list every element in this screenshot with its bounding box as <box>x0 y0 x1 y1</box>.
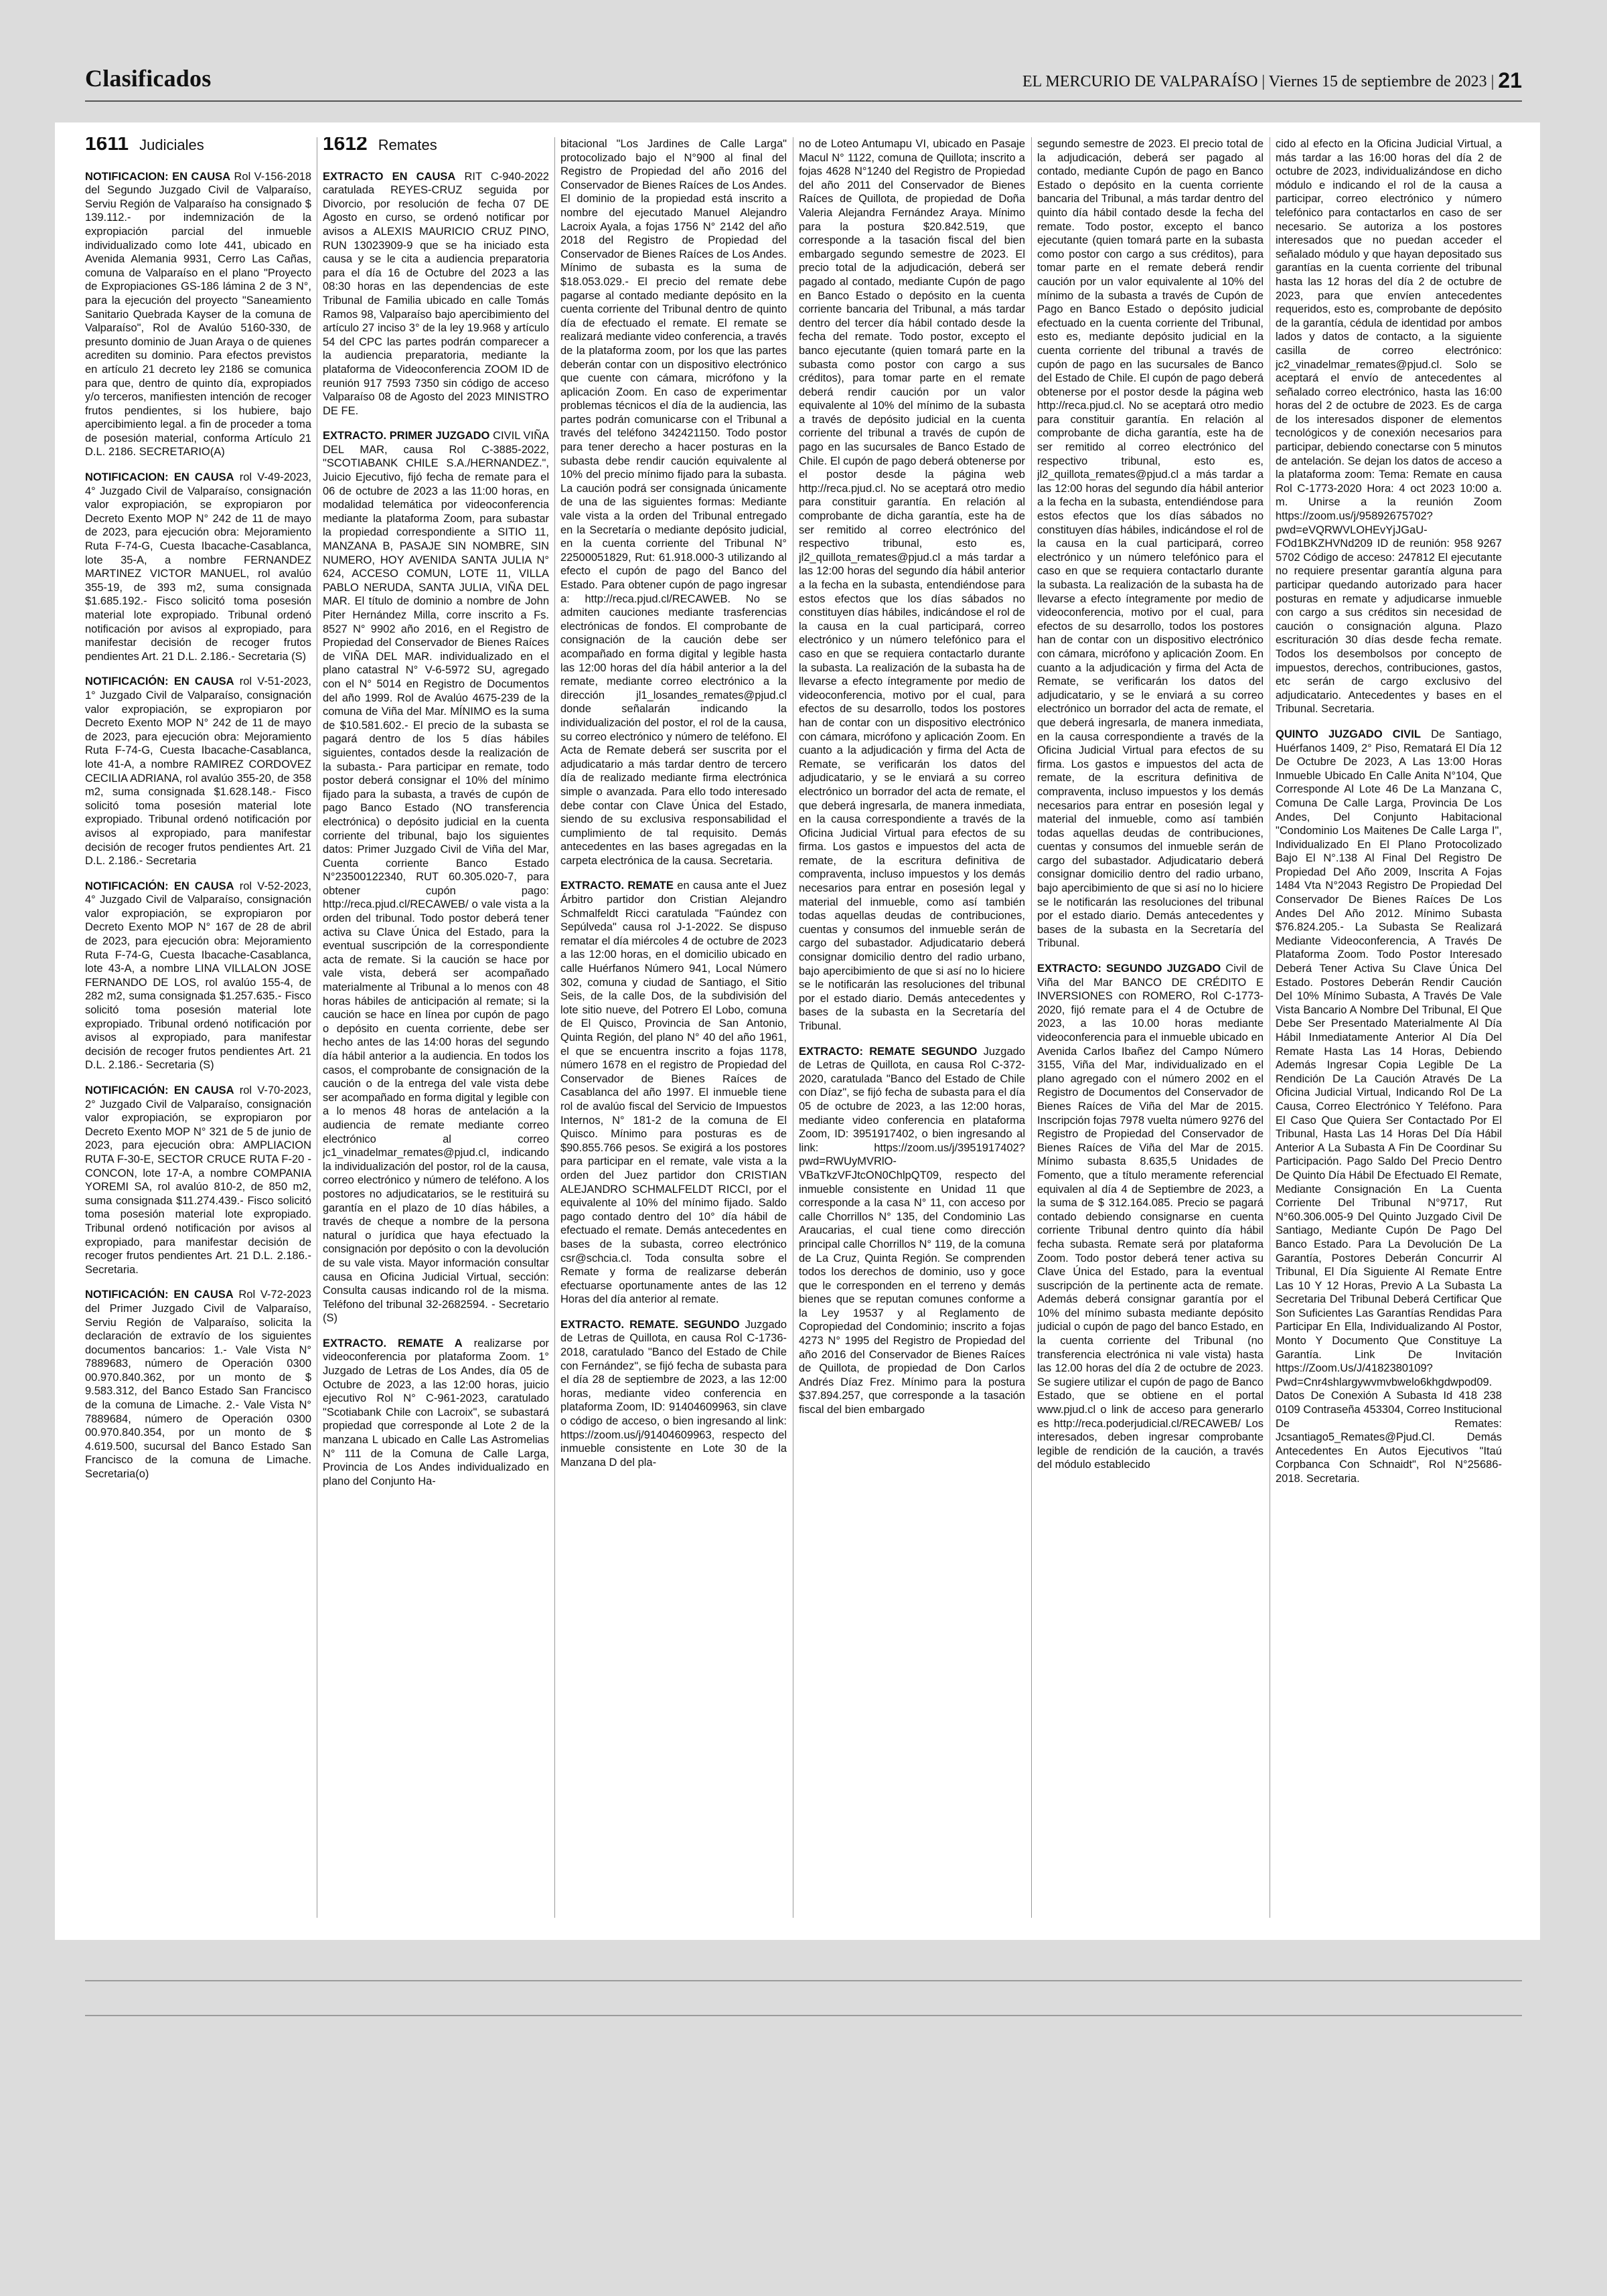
classified-notice <box>1276 728 1502 1486</box>
notice-lead: EXTRACTO. PRIMER JUZGADO <box>323 430 490 442</box>
classified-notice <box>323 1337 549 1489</box>
classified-notice <box>1276 137 1502 716</box>
notice-body: Rol V-72-2023 del Primer Juzgado Civil de Valparaíso, Serviu Región de Valparaíso, solicita la declaración de extravío de los siguientes documentos bancarios: 1.- Vale Vista N° 7889683, número de Operación 0300 00.970.840.362, por un monto de $ 9.583.312, del Banco Estado San Francisco de la comuna de Limache. 2.- Vale Vista N° 7889684, número de Operación 0300 00.970.840.354, por un monto de $ 4.619.500, sucursal del Banco Estado San Francisco de la comuna de Limache. Secretaria(o) <box>85 1289 311 1481</box>
column-heading <box>323 137 549 153</box>
notice-body: no de Loteo Antumapu VI, ubicado en Pasaje Macul N° 1122, comuna de Quillota; inscrito a fojas 4628 N°1240 del Registro de Propiedad del año 2011 del Conservador de Bienes Raíces de Quillota, de propiedad de Doña Valeria Alejandra Fernández Araya. Mínimo para la postura $20.842.519, que corresponde a la tasación fiscal del bien embargado segundo semestre de 2023. El precio total de la adjudicación, deberá ser pagado al contado, mediante Cupón de pago en Banco Estado o depósito en la cuenta corriente bancaria del Tribunal, a más tardar dentro del tercer día hábil contado desde la fecha del remate. Todo postor, excepto el banco ejecutante (quien tomará parte en la subasta como postor con cargo a sus créditos), para tomar parte en el remate deberá rendir caución por un valor equivalente al 10% del mínimo de la subasta a través de depósito judicial en la cuenta corriente del tribunal a través de cupón de pago en las sucursales de Banco Estado de Chile. El cupón de pago deberá obtenerse por el postor desde la página web http://reca.pjud.cl. No se aceptará otro medio para constituir garantía. En relación al comprobante de dicha garantía, este ha de ser remitido al correo electrónico del respectivo tribunal, esto es, jl2_quillota_remates@pjud.cl a más tardar a las 12:00 horas del segundo día hábil anterior a la fecha en la subasta, entendiéndose para estos efectos que los días sábados no constituyen días hábiles, indicándose el rol de la causa en la cual participará, correo electrónico y un número telefónico para el caso en que se requiera contactarlo durante la subasta. La realización de la subasta ha de llevarse a efecto íntegramente por medio de videoconferencia, motivo por el cual, para efectos de su desarrollo, todos los postores han de contar con un dispositivo electrónico con cámara, micrófono y aplicación Zoom. En cuanto a la adjudicación y firma del Acta de Remate, se verificarán los datos del adjudicatario, y se le enviará a su correo electrónico un borrador del acta de remate, el que deberá ingresarla, de manera inmediata, en la causa correspondiente a través de la Oficina Judicial Virtual para efectos de su firma. Los gastos e impuestos del acta de remate, de la escritura definitiva de compraventa, incluso impuestos y los demás necesarios para entrar en posesión legal y material del inmueble, como así también todas aquellas deudas de contribuciones, cuentas y consumos del inmueble serán de cargo del subastador. Adjudicatario deberá consignar domicilio dentro del radio urbano, bajo apercibimiento de que si así no lo hiciere se le notificarán las resoluciones del tribunal por el estado diario. Demás antecedentes y bases de la subasta en la Secretaría del Tribunal. <box>799 138 1025 1032</box>
classified-notice <box>323 429 549 1325</box>
header-rule <box>85 100 1522 102</box>
notice-lead: QUINTO JUZGADO CIVIL <box>1276 728 1421 740</box>
notice-lead: NOTIFICACION: EN CAUSA <box>85 471 234 484</box>
classified-notice <box>799 1045 1025 1417</box>
notice-body: Civil de Viña del Mar BANCO DE CRÉDITO E INVERSIONES con ROMERO, Rol C-1773-2020, fijó remate para el 4 de Octubre de 2023, a las 10.00 horas mediante videoconferencia para el inmueble ubicado en Avenida Carlos Ibañez del Campo Número 3155, Viña del Mar, individualizado en el plano agregado con el número 2002 en el Registro de Documentos del Conservador de Bienes Raíces de Viña del Mar de 2015. Inscripción fojas 7978 vuelta número 9276 del Registro de Propiedad del Conservador de Bienes Raíces de Viña del Mar de 2015. Mínimo subasta 8.635,5 Unidades de Fomento, que a título meramente referencial equivalen al día 4 de Septiembre de 2023, a la suma de $ 312.164.085. Precio se pagará contado debiendo consignarse en cuenta corriente Tribunal dentro quinto día hábil fecha subasta. Remate será por plataforma Zoom. Todo postor deberá tener activa su Clave Única del Estado, para la eventual suscripción de la pertinente acta de remate. Además deberá consignar garantía por el 10% del mínimo subasta mediante depósito judicial o cupón de pago del banco Estado, en la cuenta corriente del Tribunal (no transferencia electrónica ni vale vista) hasta las 12.00 horas del día 2 de octubre de 2023. Se sugiere utilizar el cupón de pago de Banco Estado, que se obtiene en el portal www.pjud.cl o link de acceso para generarlo es http://reca.poderjudicial.cl/RECAWEB/ Los interesados, deben ingresar comprobante legible de rendición de la caución, a través del módulo establecido <box>1037 963 1264 1471</box>
notice-body: en causa ante el Juez Árbitro partidor don Cristian Alejandro Schmalfeldt Ricci caratulada "Faúndez con Sepúlveda" causa rol J-1-2022. Se dispuso rematar el día miércoles 4 de octubre de 2023 a las 12:00 horas, en el domicilio ubicado en calle Huérfanos Número 941, Local Número 302, comuna y ciudad de Santiago, el Sitio Seis, de la calle Dos, de la subdivisión del lote sitio nueve, del Potrero El Lobo, comuna de El Quisco, Provincia de San Antonio, Quinta Región, del plano N° 40 del año 1961, el que se encuentra inscrito a fojas 1178, número 1678 en el registro de Propiedad del Conservador de Bienes Raíces de Casablanca del año 1997. El inmueble tiene rol de avalúo fiscal del Servicio de Impuestos Internos, N° 181-2 de la comuna de El Quisco. Mínimo para posturas es de $90.855.766 pesos. Se exigirá a los postores para participar en el remate, vale vista a la orden del Juez partidor don CRISTIAN ALEJANDRO SCHMALFELDT RICCI, por el equivalente al 10% del mínimo fijado. Saldo pago contado dentro del 10° día hábil de efectuado el remate. Demás antecedentes en bases de la subasta, correo electrónico csr@schcia.cl. Toda consulta sobre el Remate y forma de realizarse deberán efectuarse oportunamente antes de las 12 Horas del día anterior al remate. <box>560 880 787 1306</box>
classified-column <box>323 137 549 1931</box>
notice-body: rol V-51-2023, 1° Juzgado Civil de Valparaíso, consignación valor expropiación, se expropiaron por Decreto Exento MOP N° 242 de 11 de mayo de 2023, para ejecución obra: Mejoramiento Ruta F-74-G, Cuesta Ibacache-Casablanca, lote 41-A, a nombre RAMIREZ CORDOVEZ CECILIA ADRIANA, rol avalúo 355-20, de 358 m2, suma consignada $1.628.148.- Fisco solicitó toma posesión material lote expropiado. Tribunal ordenó notificación por avisos al expropiado, para manifestar decisión de recoger frutos pendientes Art. 21 D.L. 2.186.- Secretaria <box>85 675 311 868</box>
notice-body: segundo semestre de 2023. El precio total de la adjudicación, deberá ser pagado al contado, mediante Cupón de pago en Banco Estado o depósito en la cuenta corriente bancaria del Tribunal, a más tardar dentro del quinto día hábil contado desde la fecha del remate. Todo postor, excepto el banco ejecutante (quien tomará parte en la subasta como postor con cargo a sus créditos), para tomar parte en el remate deberá rendir caución por un valor equivalente al 10% del mínimo de la subasta a través de Cupón de Pago en Banco Estado o depósito judicial efectuado en la cuenta corriente del Tribunal, esto es, mediante depósito judicial en la cuenta corriente del tribunal a través de cupón de pago en las sucursales de Banco del Estado de Chile. El cupón de pago deberá obtenerse por el postor desde la página web http://reca.pjud.cl. No se aceptará otro medio para constituir garantía. En relación al comprobante de dicha garantía, este ha de ser remitido al correo electrónico del respectivo tribunal, esto es, jl2_quillota_remates@pjud.cl a más tardar a las 12:00 horas del segundo día hábil anterior a la fecha en la subasta, entendiéndose para estos efectos que los días sábados no constituyen días hábiles, indicándose el rol de la causa en la cual participará, correo electrónico y un número telefónico para el caso en que se requiera contactarlo durante la subasta. La realización de la subasta ha de llevarse a efecto íntegramente por medio de videoconferencia, motivo por el cual, para efectos de su desarrollo, todos los postores han de contar con un dispositivo electrónico con cámara, micrófono y aplicación Zoom. En cuanto a la adjudicación y firma del Acta de Remate, se verificarán los datos del adjudicatario, y se le enviará a su correo electrónico un borrador del acta de remate, el que deberá ingresarla, de manera inmediata, en la causa correspondiente a través de la Oficina Judicial Virtual para efectos de su firma. Los gastos e impuestos del acta de remate, de la escritura definitiva de compraventa, incluso impuestos y los demás necesarios para entrar en posesión legal y material del inmueble, como así también todas aquellas deudas de contribuciones, cuentas y consumos del inmueble serán de cargo del subastador. Adjudicatario deberá consignar domicilio dentro del radio urbano, bajo apercibimiento de que si así no lo hiciere se le notificarán las resoluciones del tribunal por el estado diario. Demás antecedentes y bases de la subasta en la Secretaría del Tribunal. <box>1037 138 1264 950</box>
notice-body: Juzgado de Letras de Quillota, en causa Rol C-372-2020, caratulada "Banco del Estado de Chile con Díaz", se fijó fecha de subasta para el día 05 de octubre de 2023, a las 12:00 horas, mediante video conferencia en plataforma Zoom, ID: 3951917402, o bien ingresando al link: https://zoom.us/j/3951917402?pwd=RWUyMVRlO-VBaTkzVFJtcON0ChlpQT09, respecto del inmueble consistente en Unidad 11 que corresponde a la casa N° 11, con acceso por calle Chorrillos N° 135, del Condominio Las Araucarias, el cual tiene como dirección principal calle Chorrillos N° 119, de la comuna de La Cruz, Quinta Región. Se comprenden todos los derechos de dominio, uso y goce que le corresponden en el terreno y demás bienes que se reputan comunes conforme a la Ley 19537 y al Reglamento de Copropiedad del Condominio; inscrito a fojas 4273 N° 1995 del Registro de Propiedad del año 2016 del Conservador de Bienes Raíces de Quillota, de propiedad de Don Carlos Andrés Díaz Frez. Mínimo para la postura $37.894.257, que corresponde a la tasación fiscal del bien embargado <box>799 1045 1025 1416</box>
column-heading <box>85 137 311 153</box>
notice-body: De Santiago, Huérfanos 1409, 2° Piso, Rematará El Día 12 De Octubre De 2023, A Las 13:00 Horas Inmueble Ubicado En Calle Anita N°104, Que Corresponde Al Lote 46 De La Manzana C, Comuna De Calle Larga, Provincia De Los Andes, Del Conjunto Habitacional "Condominio Los Maitenes De Calle Larga I", Individualizado En El Plano Protocolizado Bajo El N°.138 Al Final Del Registro De Propiedad Del Año 2009, Inscrita A Fojas 1484 Vta N°2043 Registro De Propiedad Del Conservador De Bienes Raíces De Los Andes Del Año 2012. Mínimo Subasta $76.824.205.- La Subasta Se Realizará Mediante Videoconferencia, A Través De Plataforma Zoom. Todo Postor Interesado Deberá Tener Activa Su Clave Única Del Estado. Postores Deberán Rendir Caución Del 10% Mínimo Subasta, A Través De Vale Vista Bancario A Nombre Del Tribunal, El Que Debe Ser Presentado Materialmente Al Día Hábil Inmediatamente Anterior Al Día Del Remate Hasta Las 14 Horas, Debiendo Además Ingresar Copia Legible De La Rendición De La Caución Através De La Oficina Judicial Virtual, Indicando Rol De La Causa, Correo Electrónico Y Teléfono. Para El Caso Que Quiera Ser Contactado Por El Tribunal, Hasta Las 14 Horas Del Día Hábil Anterior A La Subasta A Fin De Coordinar Su Participación. Pago Saldo Del Precio Dentro De Quinto Día Hábil De Efectuado El Remate, Mediante Consignación En La Cuenta Corriente Del Tribunal N°9717, Rut N°60.306.005-9 Del Quinto Juzgado Civil De Santiago, Mediante Cupón De Pago Del Banco Estado. Para La Devolución De La Garantía, Postores Deberán Concurrir Al Tribunal, El Día Siguiente Al Remate Entre Las 10 Y 12 Horas, Previo A La Subasta La Secretaria Del Tribunal Deberá Certificar Que Son Suficientes Las Garantías Rendidas Para Participar En Ella, Individualizando Al Postor, Monto Y Documento Que Constituye La Garantía. Link De Invitación https://Zoom.Us/J/4182380109?Pwd=Cnr4shlargywvmvbwelo6khgdwpod09. Datos De Conexión A Subasta Id 418 238 0109 Contraseña 453304, Correo Institucional De Remates: Jcsantiago5_Remates@Pjud.Cl. Demás Antecedentes En Autos Ejecutivos "Itaú Corpbanca Con Schnaidt", Rol N°25686-2018. Secretaria. <box>1276 728 1502 1485</box>
notice-lead: EXTRACTO: SEGUNDO JUZGADO <box>1037 963 1221 975</box>
header-separator: | <box>1490 73 1495 90</box>
classified-notice <box>1037 962 1264 1472</box>
notice-lead: EXTRACTO. REMATE <box>560 880 674 892</box>
notice-body: bitacional "Los Jardines de Calle Larga" protocolizado bajo el N°900 al final del Registro de Propiedad del año 2016 del Conservador de Bienes Raíces de Los Andes. El dominio de la propiedad está inscrito a nombre del ejecutado Manuel Alejandro Lacroix Ayala, a fojas 1756 N° 2142 del año 2018 del Registro de Propiedad del Conservador de Bienes Raíces de Los Andes. Mínimo de subasta es la suma de $18.053.029.- El precio del remate debe pagarse al contado mediante depósito en la cuenta corriente del Tribunal dentro de quinto día de efectuado el remate. El remate se realizará mediante video conferencia, a través de la plataforma zoom, por los que las partes deberán contar con un dispositivo electrónico que cuente con cámara, micrófono y la aplicación Zoom. En caso de experimentar problemas técnicos el día de la audiencia, las partes podrán comunicarse con el Tribunal a través del teléfono 342421150. Todo postor para tener derecho a hacer posturas en la subasta debe rendir caución equivalente al 10% del precio mínimo fijado para la subasta. La caución podrá ser consignada únicamente de una de las siguientes formas: Mediante vale vista a la orden del Tribunal entregado en la Secretaría o mediante depósito judicial, en la cuenta corriente del Tribunal N° 22500051829, Rut: 61.918.000-3 utilizando al efecto el cupón de pago del Banco del Estado. Para obtener cupón de pago ingresar a: http://reca.pjud.cl/RECAWEB. No se admiten cauciones mediante trasferencias electrónicas de fondos. El comprobante de consignación de la caución debe ser acompañado en forma digital y legible hasta las 12:00 horas del día hábil anterior a la del remate, mediante correo electrónico a la dirección jl1_losandes_remates@pjud.cl donde señalarán indicando la individualización del postor, el rol de la causa, su correo electrónico y número de teléfono. El Acta de Remate deberá ser suscrita por el adjudicatario a más tardar dentro de tercero día de realizado mediante firma electrónica simple o avanzada. Para ello todo interesado debe contar con Clave Única del Estado, siendo de su exclusiva responsabilidad el cumplimiento de tal requisito. Demás antecedentes en las bases agregadas en la carpeta electrónica de la causa. Secretaria. <box>560 138 787 867</box>
classified-notice <box>85 170 311 459</box>
classified-notice <box>560 1318 787 1470</box>
classified-column <box>799 137 1025 1931</box>
notice-lead: EXTRACTO: REMATE SEGUNDO <box>799 1045 978 1058</box>
category-title: Remates <box>378 137 437 153</box>
notice-lead: NOTIFICACIÓN: EN CAUSA <box>85 1084 234 1096</box>
classified-column <box>1037 137 1264 1931</box>
classified-notice <box>85 1288 311 1481</box>
notice-lead: NOTIFICACIÓN: EN CAUSA <box>85 675 234 688</box>
notice-body: RIT C-940-2022 caratulada REYES-CRUZ seguida por Divorcio, por resolución de fecha 07 DE Agosto en curso, se ordenó notificar por avisos a ALEXIS MAURICIO CRUZ PINO, RUN 13023909-9 que se ha iniciado esta causa y se le cita a audiencia preparatoria para el día 16 de Octubre del 2023 a las 08:30 horas en las dependencias de este Tribunal de Familia ubicado en calle Tomás Ramos 98, Valparaíso bajo apercibimiento del artículo 27 inciso 3° de la ley 19.968 y artículo 54 del CPC las partes podrán comparecer a la audiencia preparatoria, mediante la plataforma de Videoconferencia ZOOM ID de reunión 917 7593 7350 sin código de acceso Valparaíso 08 de Agosto del 2023 MINISTRO DE FE. <box>323 170 549 417</box>
footer-rule <box>85 2015 1522 2016</box>
header-separator: | <box>1261 73 1266 90</box>
category-title: Judiciales <box>139 137 204 153</box>
classified-notice <box>85 1084 311 1277</box>
notice-body: CIVIL VIÑA DEL MAR, causa Rol C-3885-2022, "SCOTIABANK CHILE S.A./HERNANDEZ.", Juicio Ejecutivo, fijó fecha de remate para el 06 de octubre de 2023 a las 11:00 horas, en modalidad telemática por videoconferencia mediante la plataforma Zoom, para subastar la propiedad correspondiente a SITIO 11, MANZANA B, PASAJE SIN NOMBRE, SIN NUMERO, HOY AVENIDA SANTA JULIA N° 624, ACCESO COMUN, LOTE 11, VILLA PABLO NERUDA, SANTA JULIA, VIÑA DEL MAR. El título de dominio a nombre de John Piter Hernández Milla, corre inscrito a Fs. 8527 N° 9902 año 2016, en el Registro de Propiedad del Conservador de Bienes Raíces de VIÑA DEL MAR. individualizado en el plano catastral N° V-6-5972 SU, agregado con el N° 5014 en Registro de Documentos del año 1999. Rol de Avalúo 4675-239 de la comuna de Viña del Mar. MÍNIMO es la suma de $10.581.602.- El precio de la subasta se pagará dentro de los 5 días hábiles siguientes, contados desde la realización de la subasta.- Para participar en remate, todo postor deberá consignar el 10% del mínimo fijado para la subasta, a través de cupón de pago Banco Estado (NO transferencia electrónica) o depósito judicial en la cuenta corriente del tribunal, bajo los siguientes datos: Primer Juzgado Civil de Viña del Mar, Cuenta corriente Banco Estado N°23500122340, RUT 60.305.020-7, para obtener cupón pago: http://reca.pjud.cl/RECAWEB/ o vale vista a la orden del tribunal. Todo postor deberá tener activa su Clave Única del Estado, para la eventual suscripción de la correspondiente acta de remate. Si la caución se hace por vale vista, deberá ser acompañado materialmente al Tribunal a lo menos con 48 horas hábiles de anticipación al remate; si la caución se hace en línea por cupón de pago o depósito en cuenta corriente, debe ser hecho antes de las 14:00 horas del segundo día hábil anterior a la audiencia. En todos los casos, el comprobante de consignación de la caución o de la entrega del vale vista debe ser acompañado en forma digital y legible con a lo menos 48 horas de antelación a la audiencia de remate mediante correo electrónico al correo jc1_vinadelmar_remates@pjud.cl, indicando la individualización del postor, rol de la causa, correo electrónico y número de teléfono. A los postores no adjudicatarios, se le restituirá su garantía en el plazo de 10 días hábiles, a través de cheque a nombre de la persona natural o jurídica que haya efectuado la consignación por depósito o con la devolución de su vale vista. Mayor información consultar causa en Oficina Judicial Virtual, sección: Consulta causas indicando rol de la misma. Teléfono del tribunal 32-2682594. - Secretario (S) <box>323 430 549 1325</box>
page-header <box>85 62 1522 99</box>
notice-body: Rol V-156-2018 del Segundo Juzgado Civil de Valparaíso, Serviu Región de Valparaíso ha consignado $ 139.112.- por indemnización de la expropiación parcial del inmueble individualizado como lote 441, ubicado en Avenida Alemania 9931, Cerro Las Cañas, comuna de Valparaíso en el plano "Proyecto de Expropiaciones GS-186 lámina 2 de 3 N°, para la ejecución del proyecto "Saneamiento Sanitario Quebrada Kayser de la comuna de Valparaíso", Rol de Avalúo 5160-330, de presunto dominio de Juan Araya o de quienes acrediten su dominio. Para efectos previstos en artículo 21 decreto ley 2186 se comunica para que, dentro de quinto día, expropiados y/o terceros, manifiesten intención de recoger frutos pendientes, si los hubiere, bajo apercibimiento legal. a fin de proceder a toma de posesión material, conforma Artículo 21 D.L. 2186. SECRETARIO(A) <box>85 170 311 459</box>
classified-notice <box>799 137 1025 1034</box>
notice-lead: EXTRACTO. REMATE. SEGUNDO <box>560 1318 740 1331</box>
classified-column <box>560 137 787 1931</box>
classified-notice <box>85 880 311 1072</box>
publication-date: Viernes 15 de septiembre de 2023 <box>1268 73 1487 90</box>
classified-notice <box>323 170 549 418</box>
column-divider <box>1031 137 1032 1918</box>
classified-notice <box>85 675 311 868</box>
classified-notice <box>560 879 787 1306</box>
classified-column <box>1276 137 1502 1931</box>
page-number: 21 <box>1498 68 1522 92</box>
notice-lead: NOTIFICACIÓN: EN CAUSA <box>85 1289 234 1301</box>
publication-name: EL MERCURIO DE VALPARAÍSO <box>1022 73 1258 90</box>
footer-rule <box>85 1980 1522 1981</box>
notice-lead: NOTIFICACION: EN CAUSA <box>85 170 231 183</box>
classified-notice <box>85 471 311 663</box>
classifieds-body <box>55 122 1540 1940</box>
column-divider <box>554 137 555 1918</box>
notice-body: realizarse por videoconferencia por plataforma Zoom. 1° Juzgado de Letras de Los Andes, día 05 de Octubre de 2023, a las 12:00 horas, juicio ejecutivo Rol N° C-961-2023, caratulado "Scotiabank Chile con Lacroix", se subastará propiedad que corresponde al Lote 2 de la manzana L ubicado en Calle Las Astromelias N° 111 de la Comuna de Calle Larga, Provincia de Los Andes individualizado en plano del Conjunto Ha- <box>323 1337 549 1487</box>
masthead <box>1022 68 1522 93</box>
notice-body: rol V-49-2023, 4° Juzgado Civil de Valparaíso, consignación valor expropiación, se expropiaron por Decreto Exento MOP N° 242 de 11 de mayo de 2023, para ejecución obra: Mejoramiento Ruta F-74-G, Cuesta Ibacache-Casablanca, lote 35-A, a nombre FERNANDEZ MARTINEZ VICTOR MANUEL, rol avalúo 355-19, de 393 m2, suma consignada $1.685.192.- Fisco solicitó toma posesión material lote expropiado. Tribunal ordenó notificación por avisos al expropiado, para manifestar decisión de recoger frutos pendientes Art. 21 D.L. 2.186.- Secretaria (S) <box>85 471 311 663</box>
notice-lead: EXTRACTO. REMATE A <box>323 1337 463 1349</box>
notice-lead: NOTIFICACIÓN: EN CAUSA <box>85 880 234 892</box>
notice-body: Juzgado de Letras de Quillota, en causa Rol C-1736-2018, caratulado "Banco del Estado de Chile con Fernández", se fijó fecha de subasta para el día 28 de septiembre de 2023, a las 12:00 horas, mediante video conferencia en plataforma Zoom, ID: 91404609963, sin clave o código de acceso, o bien ingresando al link: https://zoom.us/j/91404609963, respecto del inmueble consistente en Lote 30 de la Manzana D del pla- <box>560 1318 787 1469</box>
notice-lead: EXTRACTO EN CAUSA <box>323 170 456 183</box>
classified-notice <box>560 137 787 868</box>
section-title: Clasificados <box>85 65 212 92</box>
notice-body: rol V-70-2023, 2° Juzgado Civil de Valparaíso, consignación valor expropiación, se expropiaron por Decreto Exento MOP N° 321 de 5 de junio de 2023, para ejecución obra: AMPLIACION RUTA F-30-E, SECTOR CRUCE RUTA F-20 - CONCON, lote 17-A, a nombre COMPANIA YOREMI SA, rol avalúo 810-2, de 850 m2, suma consignada $11.274.439.- Fisco solicitó toma posesión material lote expropiado. Tribunal ordenó notificación por avisos al expropiado, para manifestar decisión de recoger frutos pendientes Art. 21 D.L. 2.186.- Secretaria. <box>85 1084 311 1276</box>
category-number: 1611 <box>85 137 129 155</box>
notice-body: rol V-52-2023, 4° Juzgado Civil de Valparaíso, consignación valor expropiación, se expropiaron por Decreto Exento MOP N° 167 de 28 de abril de 2023, para ejecución obra: Mejoramiento Ruta F-74-G, Cuesta Ibacache-Casablanca, lote 43-A, a nombre LINA VILLALON JOSE FERNANDO DE LOS, rol avalúo 155-4, de 282 m2, suma consignada $1.257.635.- Fisco solicitó toma posesión material lote expropiado. Tribunal ordenó notificación por avisos al expropiado, para manifestar decisión de recoger frutos pendientes Art. 21 D.L. 2.186.- Secretaria (S) <box>85 880 311 1072</box>
notice-body: cido al efecto en la Oficina Judicial Virtual, a más tardar a las 16:00 horas del día 2 de octubre de 2023, individualizándose en dicho módulo e indicando el rol de la causa a participar, correo electrónico y número telefónico para contactarlos en caso de ser necesario. Se autoriza a los postores interesados que no puedan acceder el señalado módulo y que hayan depositado sus garantías en la cuenta corriente del tribunal hasta las 12 horas del día 2 de octubre de 2023, para que envíen antecedentes requeridos, esto es, comprobante de depósito de la garantía, cédula de identidad por ambos lados y datos de contacto, a la siguiente casilla de correo electrónico: jc2_vinadelmar_remates@pjud.cl. Solo se aceptará el envío de antecedentes al señalado correo electrónico, hasta las 16:00 horas del 2 de octubre de 2023. Es de carga de los interesados disponer de elementos tecnológicos y de conexión necesarios para participar, debiendo conectarse con 5 minutos de antelación. Se dejan los datos de acceso a la plataforma zoom: Tema: Remate en causa Rol C-1773-2020 Hora: 4 oct 2023 10:00 a. m. Unirse a la reunión Zoom https://zoom.us/j/95892675702?pwd=eVQRWVLOHEvYjJGaU-FOd1BKZHVNd209 ID de reunión: 958 9267 5702 Código de acceso: 247812 El ejecutante no requiere presentar garantía alguna para participar quedando autorizado para hacer posturas en remate y adjudicarse inmueble con cargo a sus créditos sin necesidad de caución o consignación alguna. Plazo escrituración 30 días desde fecha remate. Todos los desembolsos por concepto de impuestos, derechos, contribuciones, gastos, etc serán de cargo exclusivo del adjudicatario. Antecedentes y bases en el Tribunal. Secretaria. <box>1276 138 1502 716</box>
classified-column <box>85 137 311 1931</box>
classified-notice <box>1037 137 1264 951</box>
category-number: 1612 <box>323 137 368 155</box>
